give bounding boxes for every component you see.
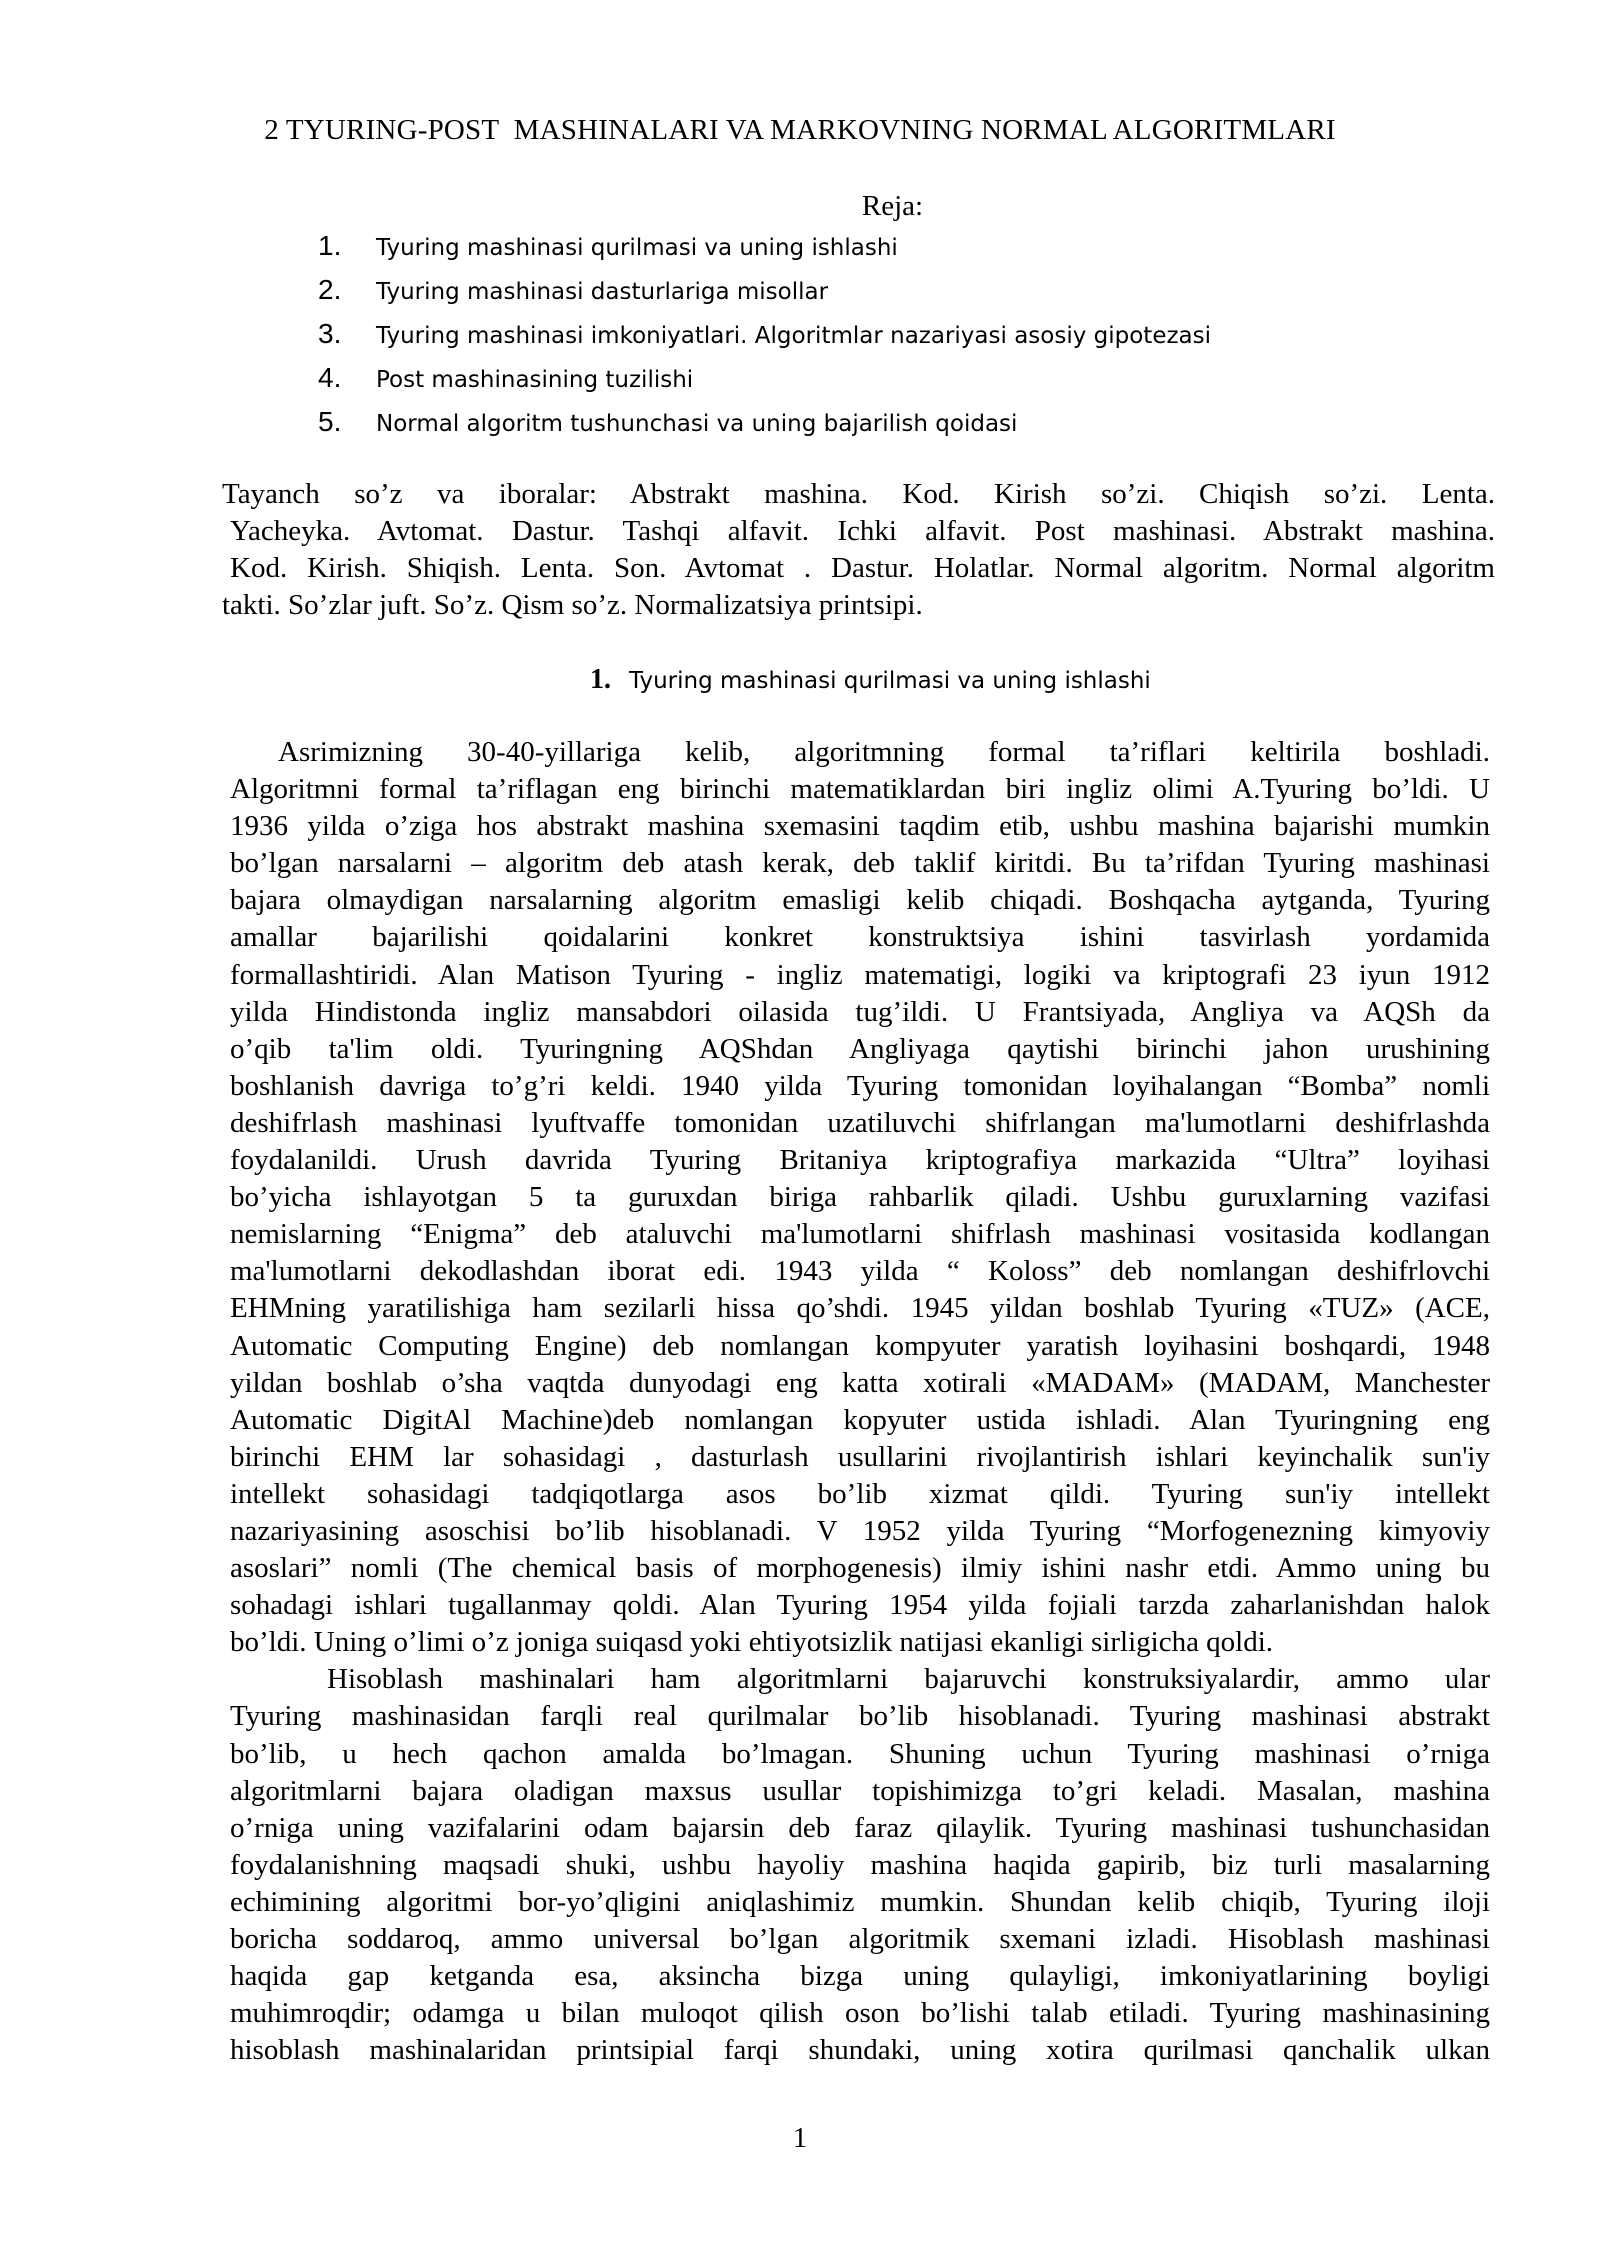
plan-item-number: 2. bbox=[318, 274, 342, 305]
plan-heading: Reja: bbox=[861, 190, 924, 222]
body-line: foydalanishning maqsadi shuki, ushbu hayoliy mashina haqida gapirib, biz turli masalarning bbox=[230, 1848, 1490, 1881]
body-line: deshifrlash mashinasi lyuftvaffe tomonidan uzatiluvchi shifrlangan ma'lumotlarni deshifrlashda bbox=[230, 1106, 1490, 1139]
body-line: haqida gap ketganda esa, aksincha bizga uning qulayligi, imkoniyatlarining boyligi bbox=[230, 1960, 1490, 1993]
body-line: nemislarning “Enigma” deb ataluvchi ma'lumotlarni shifrlash mashinasi vositasida kodlangan bbox=[230, 1218, 1490, 1251]
keywords-paragraph bbox=[222, 476, 1495, 624]
body-line: EHMning yaratilishiga ham sezilarli hissa qo’shdi. 1945 yildan boshlab Tyuring «TUZ» (ACE, bbox=[230, 1292, 1490, 1325]
body-line: intellekt sohasidagi tadqiqotlarga asos bo’lib xizmat qildi. Tyuring sun'iy intellekt bbox=[230, 1477, 1490, 1510]
body-line: boshlanish davriga to’g’ri keldi. 1940 yilda Tyuring tomonidan loyihalangan “Bomba” nomli bbox=[230, 1069, 1490, 1102]
plan-item bbox=[318, 404, 1211, 448]
section-number: 1. bbox=[590, 664, 611, 695]
plan-item bbox=[318, 360, 1211, 404]
plan-item bbox=[318, 272, 1211, 316]
body-line: boricha soddaroq, ammo universal bo’lgan algoritmik sxemani izladi. Hisoblash mashinasi bbox=[230, 1923, 1490, 1955]
keywords-line: takti. So’zlar juft. So’z. Qism so’z. Normalizatsiya printsipi. bbox=[222, 589, 923, 621]
plan-item-number: 5. bbox=[318, 406, 342, 437]
body-line: Automatic Computing Engine) deb nomlangan kompyuter yaratish loyihasini boshqardi, 1948 bbox=[230, 1329, 1490, 1362]
body-line: muhimroqdir; odamga u bilan muloqot qilish oson bo’lishi talab etiladi. Tyuring mashinasining bbox=[230, 1997, 1490, 2030]
body-line: foydalanildi. Urush davrida Tyuring Britaniya kriptografiya markazida “Ultra” loyihasi bbox=[230, 1144, 1490, 1177]
section-heading bbox=[590, 662, 1151, 699]
plan-item-number: 3. bbox=[318, 318, 342, 349]
body-line: bo’lgan narsalarni – algoritm deb atash kerak, deb taklif kiritdi. Bu ta’rifdan Tyuring mashinasi bbox=[230, 847, 1490, 880]
plan-list bbox=[318, 228, 1211, 448]
body-line: Tyuring mashinasidan farqli real qurilmalar bo’lib hisoblanadi. Tyuring mashinasi abstrakt bbox=[230, 1700, 1490, 1733]
body-line: algoritmlarni bajara oladigan maxsus usullar topishimizga to’gri keladi. Masalan, mashina bbox=[230, 1774, 1490, 1807]
body-line: bo’yicha ishlayotgan 5 ta guruxdan biriga rahbarlik qiladi. Ushbu guruxlarning vazifasi bbox=[230, 1181, 1490, 1214]
body-line: Asrimizning 30-40-yillariga kelib, algoritmning formal ta’riflari keltirila boshladi. bbox=[278, 736, 1490, 768]
body-line: sohadagi ishlari tugallanmay qoldi. Alan Tyuring 1954 yilda fojiali tarzda zaharlanishdan halok bbox=[230, 1589, 1490, 1622]
body-line: nazariyasining asoschisi bo’lib hisoblanadi. V 1952 yilda Tyuring “Morfogenezning kimyoviy bbox=[230, 1514, 1490, 1547]
keywords-line: Tayanch so’z va iboralar: Abstrakt mashina. Kod. Kirish so’zi. Chiqish so’zi. Lenta. bbox=[222, 478, 1495, 510]
plan-item-text: Normal algoritm tushunchasi va uning bajarilish qoidasi bbox=[376, 411, 1018, 437]
plan-item-text: Post mashinasining tuzilishi bbox=[376, 367, 694, 393]
body-line: yilda Hindistonda ingliz mansabdori oilasida tug’ildi. U Frantsiyada, Angliya va AQSh da bbox=[230, 995, 1490, 1028]
plan-item-text: Tyuring mashinasi qurilmasi va uning ishlashi bbox=[376, 235, 898, 261]
body-line: bo’ldi. Uning o’limi o’z joniga suiqasd yoki ehtiyotsizlik natijasi ekanligi sirligicha qoldi. bbox=[230, 1626, 1274, 1659]
body-line: bajara olmaydigan narsalarning algoritm emasligi kelib chiqadi. Boshqacha aytganda, Tyuring bbox=[230, 884, 1490, 917]
keywords-line: Yacheyka. Avtomat. Dastur. Tashqi alfavit. Ichki alfavit. Post mashinasi. Abstrakt mashina. bbox=[230, 515, 1495, 547]
section-title: Tyuring mashinasi qurilmasi va uning ishlashi bbox=[629, 668, 1151, 694]
body-line: 1936 yilda o’ziga hos abstrakt mashina sxemasini taqdim etib, ushbu mashina bajarishi mumkin bbox=[230, 810, 1490, 843]
body-line: asoslari” nomli (The chemical basis of morphogenesis) ilmiy ishini nashr etdi. Ammo uning bu bbox=[230, 1552, 1490, 1585]
body-line: Algoritmni formal ta’riflagan eng birinchi matematiklardan biri ingliz olimi A.Tyuring bo’ldi. U bbox=[230, 773, 1490, 806]
plan-item-number: 4. bbox=[318, 362, 342, 393]
body-line: yildan boshlab o’sha vaqtda dunyodagi eng katta xotirali «MADAM» (MADAM, Manchester bbox=[230, 1366, 1490, 1399]
plan-item bbox=[318, 228, 1211, 272]
body-line: formallashtiridi. Alan Matison Tyuring - ingliz matematigi, logiki va kriptografi 23 iyun 1912 bbox=[230, 958, 1490, 991]
page-number: 1 bbox=[792, 2122, 808, 2154]
body-line: birinchi EHM lar sohasidagi , dasturlash usullarini rivojlantirish ishlari keyinchalik sun'iy bbox=[230, 1440, 1490, 1473]
body-line: o’rniga uning vazifalarini odam bajarsin deb faraz qilaylik. Tyuring mashinasi tushunchasidan bbox=[230, 1811, 1490, 1844]
plan-item-text: Tyuring mashinasi dasturlariga misollar bbox=[376, 279, 829, 305]
body-line: o’qib ta'lim oldi. Tyuringning AQShdan Angliyaga qaytishi birinchi jahon urushining bbox=[230, 1032, 1490, 1065]
plan-item-text: Tyuring mashinasi imkoniyatlari. Algoritmlar nazariyasi asosiy gipotezasi bbox=[376, 323, 1212, 349]
body-line: echimining algoritmi bor-yo’qligini aniqlashimiz mumkin. Shundan kelib chiqib, Tyuring iloji bbox=[230, 1885, 1490, 1918]
body-line: amallar bajarilishi qoidalarini konkret konstruktsiya ishini tasvirlash yordamida bbox=[230, 921, 1490, 954]
body-line: Automatic DigitAl Machine)deb nomlangan kopyuter ustida ishladi. Alan Tyuringning eng bbox=[230, 1403, 1490, 1436]
plan-item bbox=[318, 316, 1211, 360]
body-line: ma'lumotlarni dekodlashdan iborat edi. 1943 yilda “ Koloss” deb nomlangan deshifrlovchi bbox=[230, 1255, 1490, 1288]
keywords-line: Kod. Kirish. Shiqish. Lenta. Son. Avtomat . Dastur. Holatlar. Normal algoritm. Normal algoritm bbox=[230, 552, 1495, 584]
body-line: bo’lib, u hech qachon amalda bo’lmagan. Shuning uchun Tyuring mashinasi o’rniga bbox=[230, 1737, 1490, 1770]
body-text bbox=[230, 734, 1490, 2069]
document-title: 2 TYURING-POST MASHINALARI VA MARKOVNING NORMAL ALGORITMLARI bbox=[264, 114, 1336, 146]
body-line: Hisoblash mashinalari ham algoritmlarni bajaruvchi konstruksiyalardir, ammo ular bbox=[327, 1663, 1490, 1696]
body-line: hisoblash mashinalaridan printsipial farqi shundaki, uning xotira qurilmasi qanchalik ulkan bbox=[230, 2034, 1490, 2067]
plan-item-number: 1. bbox=[318, 230, 342, 261]
